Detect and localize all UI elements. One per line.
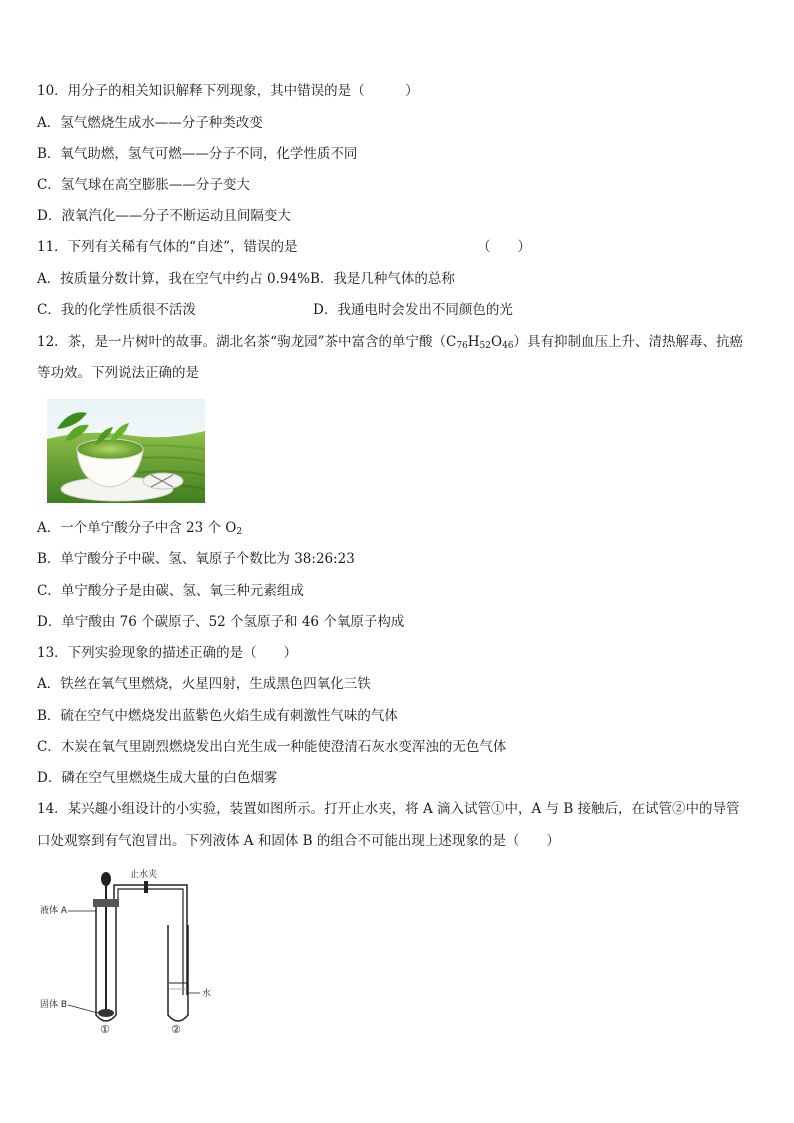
- water-label: 水: [202, 989, 212, 999]
- solid-b-label: 固体 B: [40, 1000, 68, 1010]
- q10-option-a: A．氢气燃烧生成水——分子种类改变: [37, 115, 263, 131]
- q14-stem-line2: 口处观察到有气泡冒出。下列液体 A 和固体 B 的组合不可能出现上述现象的是（ ）: [37, 833, 560, 849]
- q11-option-a: A．按质量分数计算，我在空气中约占 0.94%: [37, 271, 310, 287]
- tube-1-label: ①: [100, 1023, 110, 1035]
- q11-option-b: B．我是几种气体的总称: [310, 271, 455, 287]
- experiment-apparatus-figure: [40, 865, 230, 1035]
- q12-stem-line2: 等功效。下列说法正确的是: [37, 365, 199, 381]
- q11-option-d: D．我通电时会发出不同颜色的光: [313, 302, 513, 318]
- q10-option-d: D．液氧汽化——分子不断运动且间隔变大: [37, 208, 291, 224]
- q13-option-c: C．木炭在氧气里剧烈燃烧发出白光生成一种能使澄清石灰水变浑浊的无色气体: [37, 739, 507, 755]
- clamp-label: 止水夹: [130, 870, 158, 880]
- tube-2-label: ②: [171, 1023, 181, 1035]
- q11-answer-paren: （ ）: [477, 239, 531, 255]
- q12-option-a: A．一个单宁酸分子中含 23 个 $O_2$: [37, 520, 243, 537]
- q10-option-b: B．氧气助燃，氢气可燃——分子不同，化学性质不同: [37, 146, 358, 162]
- q12-option-d: D．单宁酸由 76 个碳原子、52 个氢原子和 46 个氧原子构成: [37, 614, 405, 630]
- q10-stem: 10．用分子的相关知识解释下列现象，其中错误的是（ ）: [37, 83, 419, 99]
- q13-option-b: B．硫在空气中燃烧发出蓝紫色火焰生成有刺激性气味的气体: [37, 708, 398, 724]
- q13-option-a: A．铁丝在氧气里燃烧，火星四射，生成黑色四氧化三铁: [37, 676, 371, 692]
- q13-stem: 13．下列实验现象的描述正确的是（ ）: [37, 645, 298, 661]
- q11-option-c: C．我的化学性质很不活泼: [37, 302, 196, 318]
- tea-cup-photo: [47, 399, 205, 503]
- q11-stem: 11．下列有关稀有气体的“自述”，错误的是: [37, 239, 298, 255]
- q12-option-b: B．单宁酸分子中碳、氢、氧原子个数比为 38:26:23: [37, 551, 355, 567]
- liquid-a-label: 液体 A: [40, 906, 68, 916]
- q10-option-c: C．氢气球在高空膨胀——分子变大: [37, 177, 250, 193]
- q12-stem-line1: 12．茶，是一片树叶的故事。湖北名茶“驹龙园”茶中富含的单宁酸$(C_{76}H_{52}O_{46})$具有抑制血压上升、清热解毒、抗癌: [37, 334, 744, 351]
- q12-option-c: C．单宁酸分子是由碳、氢、氧三种元素组成: [37, 583, 304, 599]
- q13-option-d: D．磷在空气里燃烧生成大量的白色烟雾: [37, 770, 278, 786]
- q14-stem-line1: 14．某兴趣小组设计的小实验，装置如图所示。打开止水夹，将 A 滴入试管①中，A 与 B 接触后，在试管②中的导管: [37, 801, 740, 817]
